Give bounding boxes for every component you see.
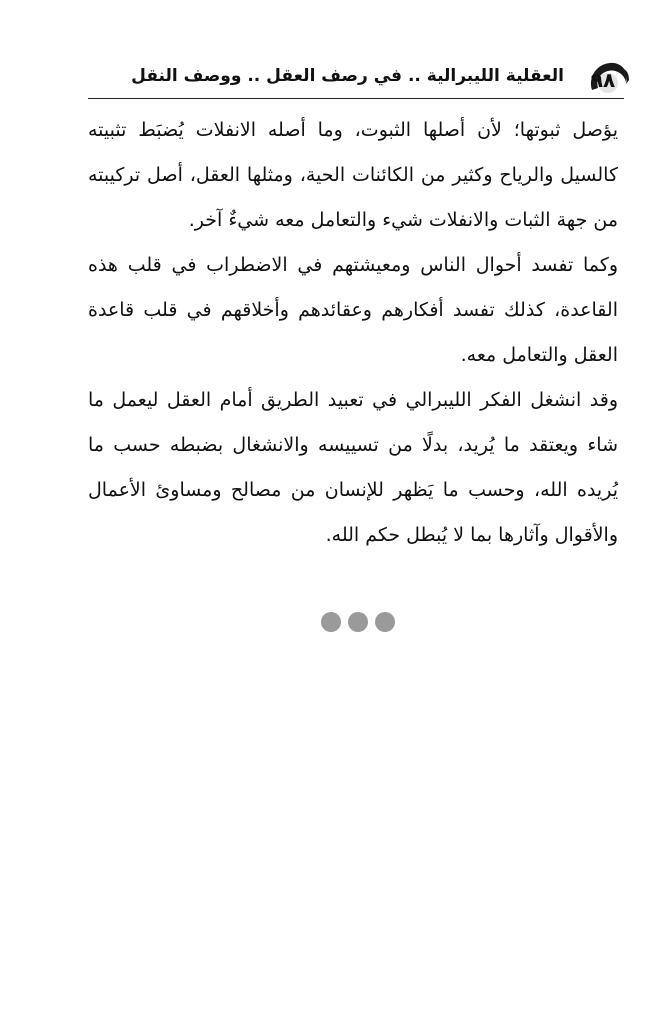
ornament-dot [375, 612, 395, 632]
paragraph: يؤصل ثبوتها؛ لأن أصلها الثبوت، وما أصله الانفلات يُضبَط تثبيته كالسيل والرياح وكثير من الكائنات الحية، ومثلها العقل، أصل تركيبته من جهة الثبات والانفلات شيء والتعامل معه شيءٌ آخر. [88, 119, 618, 231]
three-dots-ornament-icon [318, 609, 398, 635]
body-text [88, 108, 618, 558]
paragraph: وقد انشغل الفكر الليبرالي في تعبيد الطريق أمام العقل ليعمل ما شاء ويعتقد ما يُريد، بدلًا من تسييسه والانشغال بضبطه حسب ما يُريده الله، وحسب ما يَظهر للإنسان من مصالح ومساوئ الأعمال والأقوال وآثارها بما لا يُبطل حكم الله. [88, 389, 618, 546]
paragraph: وكما تفسد أحوال الناس ومعيشتهم في الاضطراب في قلب هذه القاعدة، كذلك تفسد أفكارهم وعقائدهم وأخلاقهم في قلب قاعدة العقل والتعامل معه. [88, 254, 618, 366]
ornament-dot [321, 612, 341, 632]
running-title: العقلية الليبرالية .. في رصف العقل .. ووصف النقل [131, 66, 564, 86]
page-number: ٩٨ [590, 68, 616, 92]
page-header [88, 62, 624, 99]
ornament-dot [348, 612, 368, 632]
